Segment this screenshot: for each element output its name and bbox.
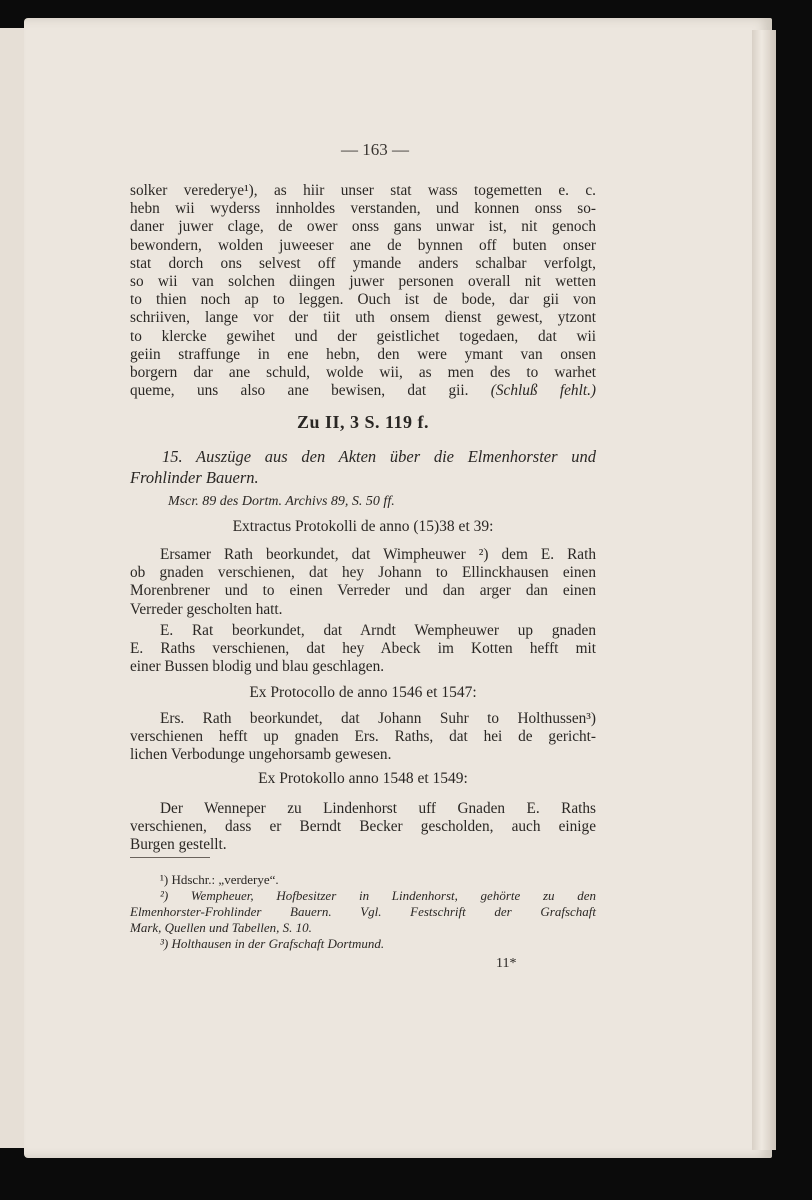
text-line: Ersamer Rath beorkundet, dat Wimpheuwer ²) dem E. Rath [160, 546, 596, 563]
fragment-note: (Schluß fehlt.) [490, 382, 596, 400]
text-line: Verreder gescholten hatt. [130, 600, 283, 618]
text-line: ob gnaden verschienen, dat hey Johann to Ellinckhausen einen [130, 564, 596, 582]
text-line-last [130, 382, 596, 400]
text-line: bewondern, wolden juweeser ane de bynnen off buten onser [130, 236, 596, 254]
text-line: hebn wii wyderss innholdes verstanden, und konnen onss so- [130, 200, 596, 218]
protocol-entry [130, 800, 596, 855]
footnotes [130, 872, 596, 952]
text-line: daner juwer clage, de ower onss gans unwar ist, nit genoch [130, 218, 596, 236]
text-line: verschienen hefft up gnaden Ers. Raths, dat hei de gericht- [130, 728, 596, 746]
text-line: Der Wenneper zu Lindenhorst uff Gnaden E. Raths [160, 800, 596, 817]
text-line: borgern dar ane schuld, wolde wii, as men des to warhet [130, 364, 596, 382]
protocol-heading: Extractus Protokolli de anno (15)38 et 39: [232, 518, 494, 535]
protocol-entry [130, 546, 596, 619]
text-line: geiin straffunge in ene hebn, den were ymant van onsen [130, 345, 596, 363]
footnote-divider [130, 857, 210, 858]
footnote: Mark, Quellen und Tabellen, S. 10. [130, 920, 312, 935]
intro-paragraph [130, 182, 596, 400]
text-line: verschienen, dass er Berndt Becker gescholden, auch einige [130, 818, 596, 836]
text-line: schriiven, lange vor der tiit uth onsem dienst gewest, ytzont [130, 309, 596, 327]
text-line: E. Raths verschienen, dat hey Abeck im Kotten hefft mit [130, 640, 596, 658]
text-line: solker verederye¹), as hiir unser stat wass togemetten e. c. [130, 182, 596, 199]
text-line: Ers. Rath beorkundet, dat Johann Suhr to Holthussen³) [160, 710, 596, 727]
text-line: Burgen gestellt. [130, 836, 227, 854]
footnote: ³) Holthausen in der Grafschaft Dortmund. [160, 936, 385, 951]
text-line-end: queme, uns also ane bewisen, dat gii. [130, 382, 469, 400]
text-line: lichen Verbodunge ungehorsamb gewesen. [130, 746, 392, 764]
protocol-heading: Ex Protocollo de anno 1546 et 1547: [249, 684, 477, 701]
text-line: E. Rat beorkundet, dat Arndt Wempheuwer up gnaden [160, 622, 596, 639]
text-line: Morenbrener und to einen Verreder und dan arger dan einen [130, 582, 596, 600]
protocol-heading: Ex Protokollo anno 1548 et 1549: [258, 770, 468, 787]
section-heading: Zu II, 3 S. 119 f. [296, 412, 430, 432]
protocol-entry [130, 710, 596, 765]
text-line: to thien noch ap to leggen. Ouch ist de bode, dar gii von [130, 291, 596, 309]
source-reference: Mscr. 89 des Dortm. Archivs 89, S. 50 ff. [168, 494, 395, 509]
page-stack-edge [752, 30, 776, 1150]
signature-mark: 11* [496, 956, 517, 971]
text-line: to klercke gewihet und der geistlichet togedaen, dat wii [130, 327, 596, 345]
item-title-line: 15. Auszüge aus den Akten über die Elmenhorster und [162, 447, 596, 466]
text-line: einer Bussen blodig und blau geschlagen. [130, 658, 385, 676]
item-title [130, 446, 596, 488]
footnote: ²) Wempheuer, Hofbesitzer in Lindenhorst, gehörte zu den [160, 888, 596, 903]
footnote: ¹) Hdschr.: „verderye“. [160, 872, 279, 887]
item-title-line: Frohlinder Bauern. [130, 468, 259, 487]
text-line: stat dorch ons selvest off ymande anders schalbar verfolgt, [130, 254, 596, 272]
page-number: — 163 — [341, 140, 409, 159]
footnote: Elmenhorster-Frohlinder Bauern. Vgl. Festschrift der Grafschaft [130, 904, 596, 919]
protocol-entry [130, 622, 596, 677]
text-line: so wii van solchen diingen juwer personen overall nit wetten [130, 273, 596, 291]
